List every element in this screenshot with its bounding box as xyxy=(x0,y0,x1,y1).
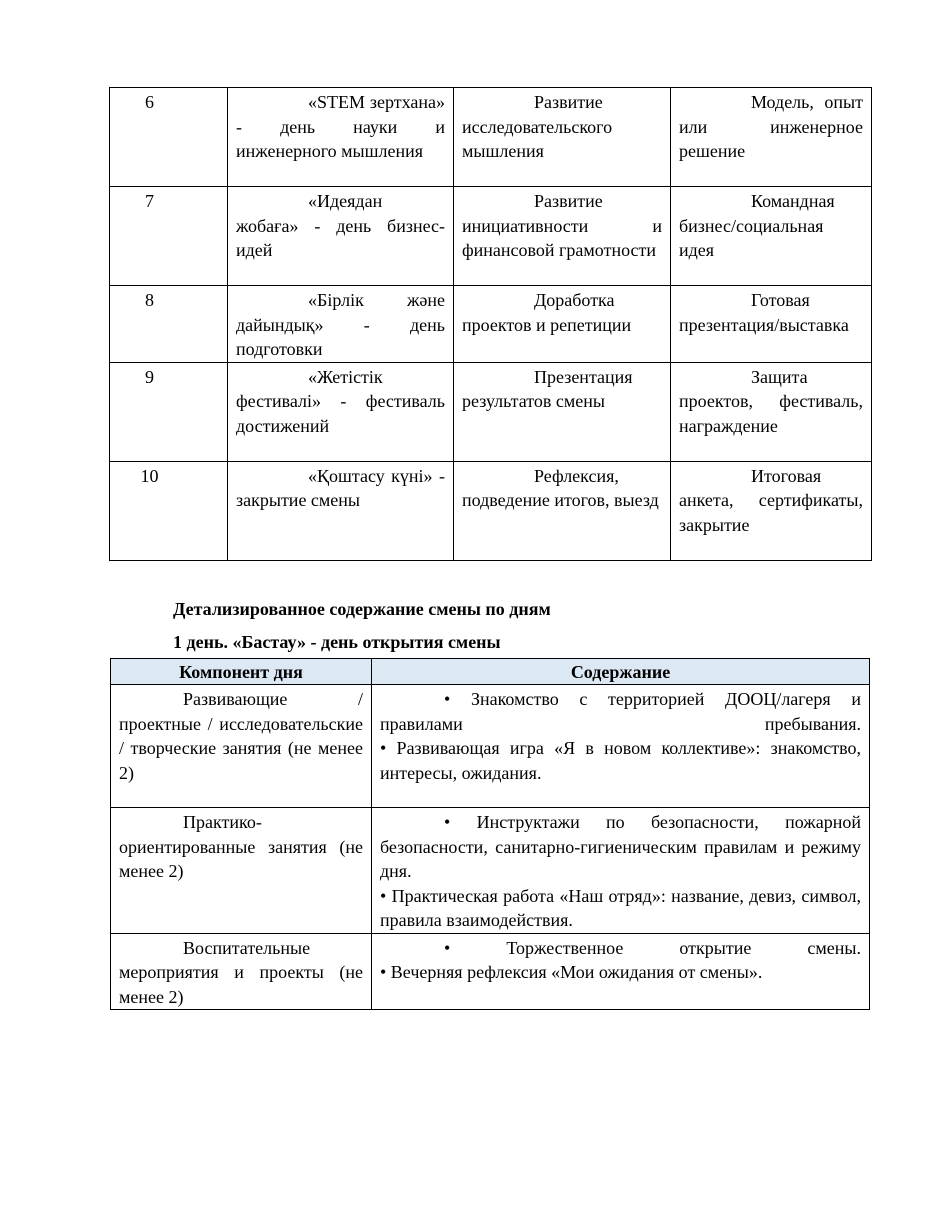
table-row xyxy=(110,362,872,461)
table-row xyxy=(110,88,872,187)
table-row xyxy=(111,933,870,1010)
day-result: Модель, опыт или инженерное решение xyxy=(671,88,872,187)
day-result: Итоговая анкета, сертификаты, закрытие xyxy=(671,461,872,560)
day-number: 8 xyxy=(110,286,228,363)
day-goal: Развитие исследовательского мышления xyxy=(454,88,671,187)
content-item: • Практическая работа «Наш отряд»: название, девиз, символ, правила взаимодействия. xyxy=(380,885,861,930)
table-header-row xyxy=(111,659,870,685)
day-goal: Презентация результатов смены xyxy=(454,362,671,461)
column-header-component: Компонент дня xyxy=(111,659,372,685)
day-name: «Бірлік және дайындық» - день подготовки xyxy=(228,286,454,363)
column-header-content: Содержание xyxy=(372,659,870,685)
content-cell xyxy=(372,933,870,1010)
content-item: • Знакомство с территорией ДООЦ/лагеря и правилами пребывания. xyxy=(380,689,861,734)
day-goal: Развитие инициативности и финансовой грамотности xyxy=(454,187,671,286)
day-result: Командная бизнес/социальная идея xyxy=(671,187,872,286)
day-name: «Қоштасу күні» - закрытие смены xyxy=(228,461,454,560)
content-item: • Торжественное открытие смены. xyxy=(444,937,861,958)
day-goal: Рефлексия, подведение итогов, выезд xyxy=(454,461,671,560)
table-row xyxy=(110,286,872,363)
day-name: «STEM зертхана» - день науки и инженерного мышления xyxy=(228,88,454,187)
content-cell xyxy=(372,685,870,808)
day-goal: Доработка проектов и репетиции xyxy=(454,286,671,363)
day1-title: 1 день. «Бастау» - день открытия смены xyxy=(173,632,501,652)
table-row xyxy=(111,685,870,808)
component-cell: Развивающие / проектные / исследовательские / творческие занятия (не менее 2) xyxy=(111,685,372,808)
day-name: «Жетістік фестивалі» - фестиваль достижений xyxy=(228,362,454,461)
schedule-table xyxy=(109,87,872,561)
section-title: Детализированное содержание смены по дням xyxy=(173,599,551,619)
component-cell: Практико-ориентированные занятия (не менее 2) xyxy=(111,808,372,934)
day-number: 6 xyxy=(110,88,228,187)
content-item: • Вечерняя рефлексия «Мои ожидания от смены». xyxy=(380,962,763,982)
day1-table xyxy=(110,658,870,1010)
day-result: Защита проектов, фестиваль, награждение xyxy=(671,362,872,461)
day-number: 9 xyxy=(110,362,228,461)
day-name: «Идеядан жобаға» - день бизнес-идей xyxy=(228,187,454,286)
day-result: Готовая презентация/выставка xyxy=(671,286,872,363)
table-row xyxy=(110,461,872,560)
content-item: • Инструктажи по безопасности, пожарной безопасности, санитарно-гигиеническим правилам и режиму дня. xyxy=(380,812,861,881)
table-row xyxy=(110,187,872,286)
content-item: • Развивающая игра «Я в новом коллективе»: знакомство, интересы, ожидания. xyxy=(380,738,861,783)
table-row xyxy=(111,808,870,934)
day-number: 10 xyxy=(110,461,228,560)
day-number: 7 xyxy=(110,187,228,286)
content-cell xyxy=(372,808,870,934)
component-cell: Воспитательные мероприятия и проекты (не менее 2) xyxy=(111,933,372,1010)
